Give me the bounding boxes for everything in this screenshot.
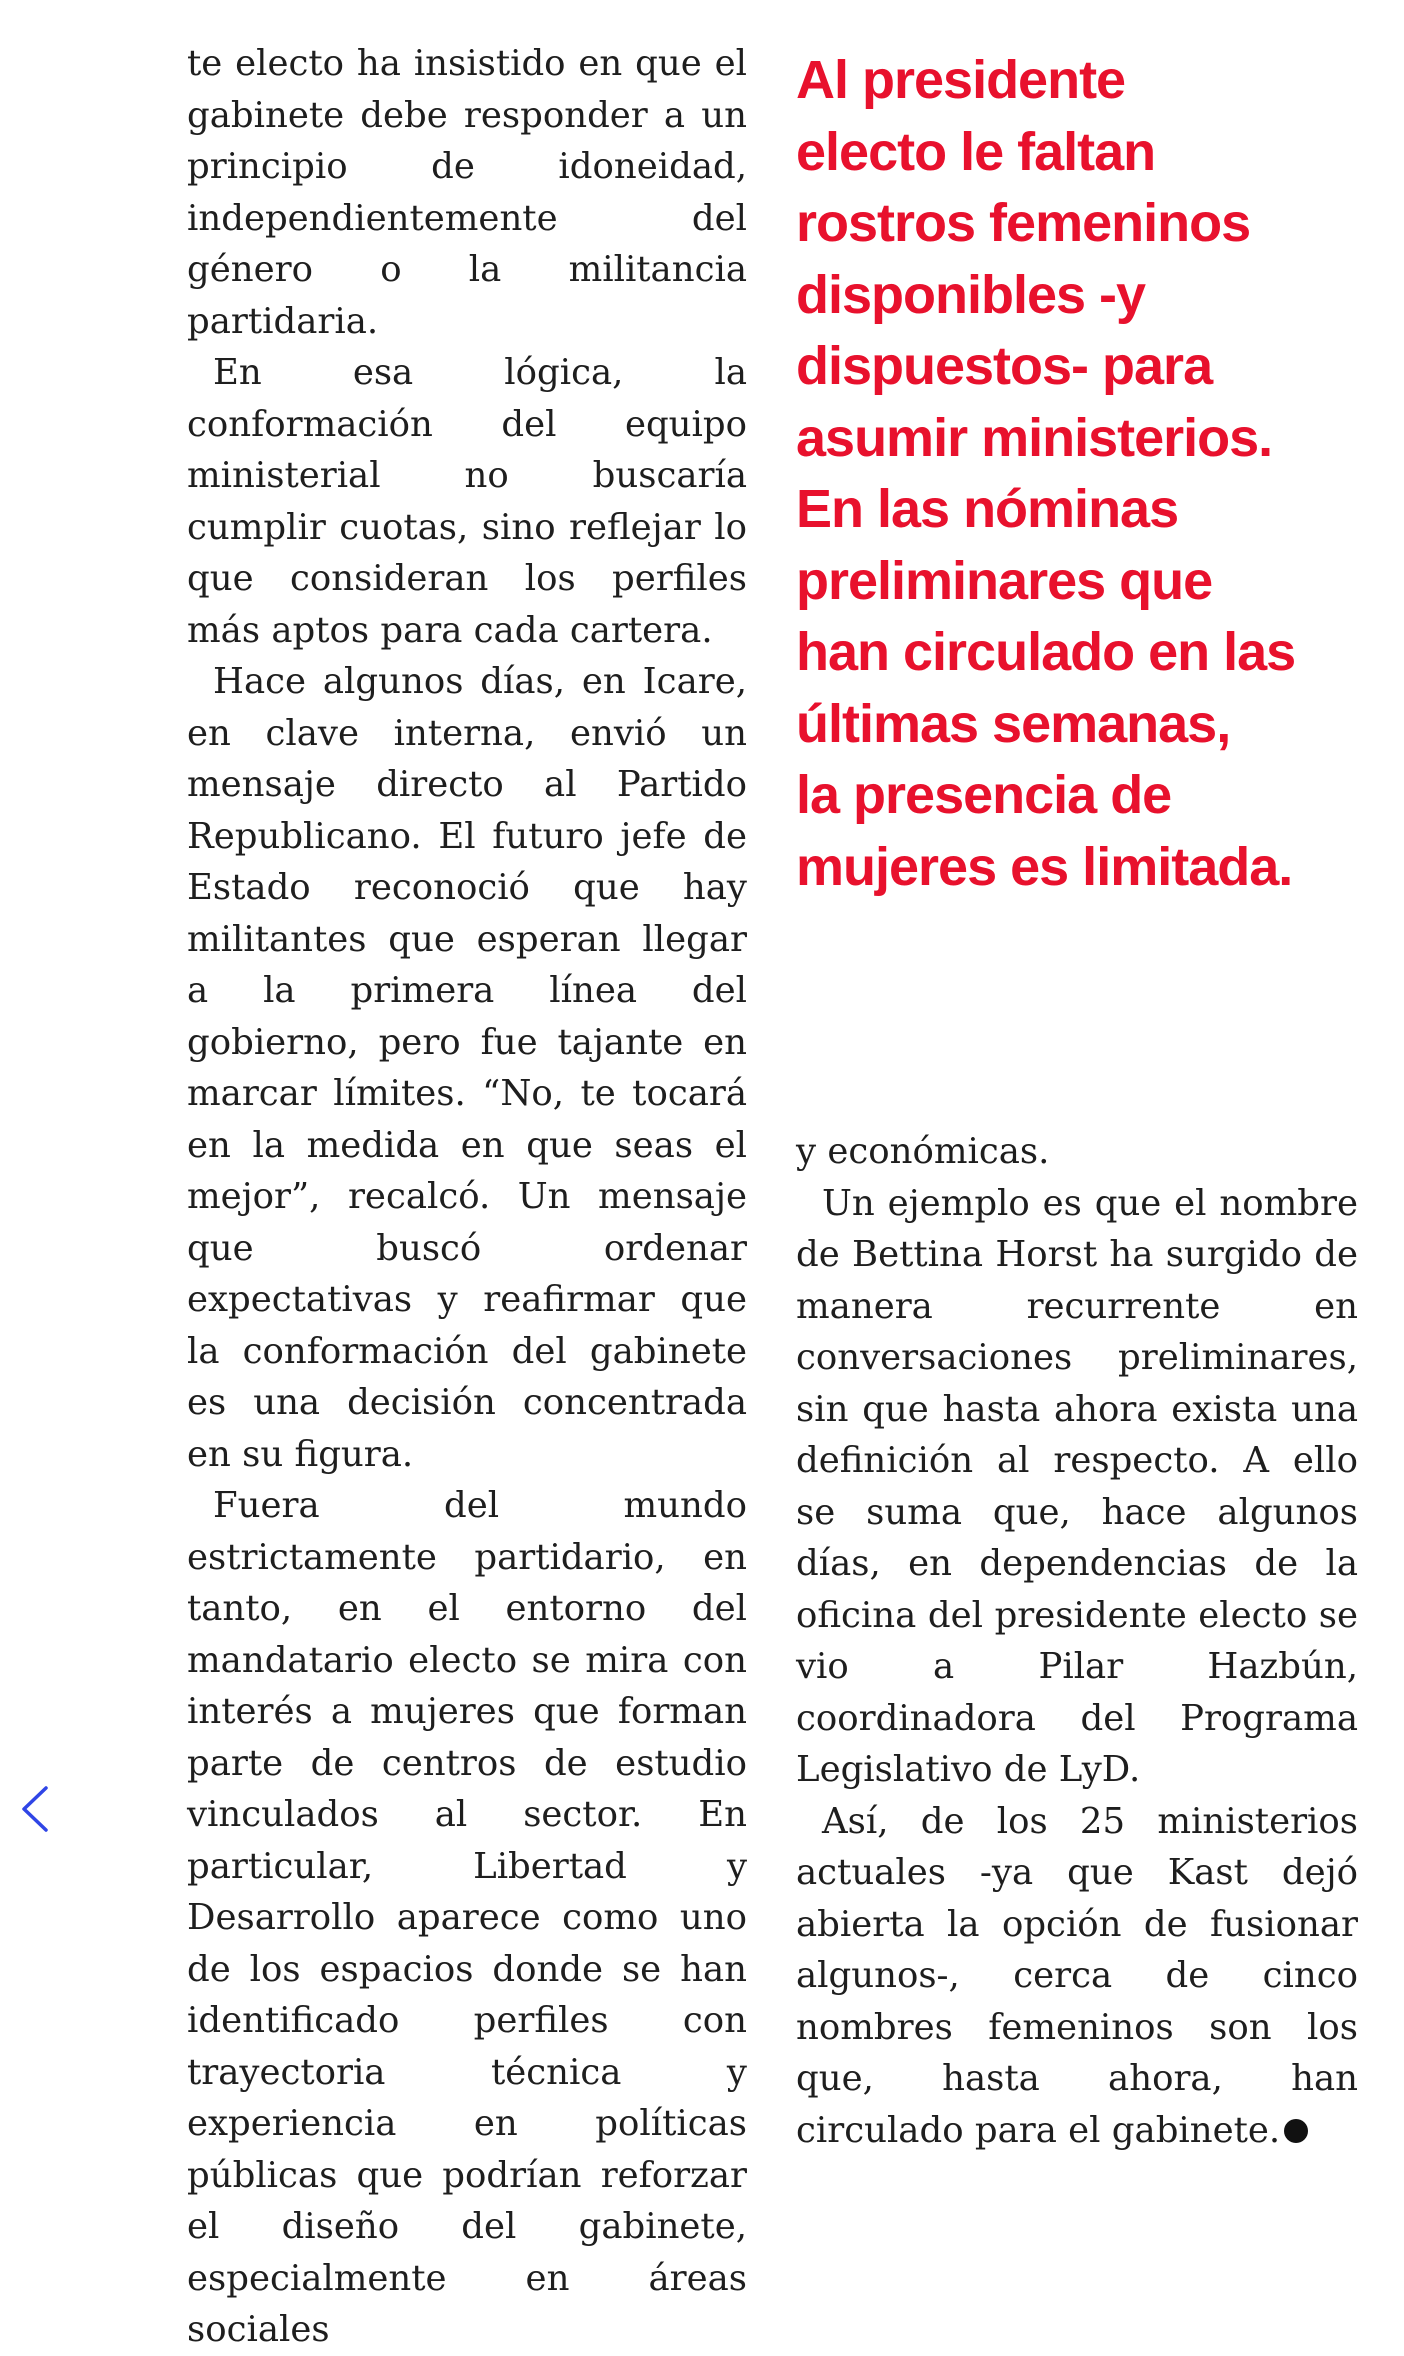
paragraph: Un ejemplo es que el nombre de Bettina Horst ha surgido de manera recurrente en conversaciones preliminares, sin que hasta ahora exista una definición al respecto. A ello se suma que, hace algunos días, en dependencias de la oficina del presidente electo se vio a Pilar Hazbún, coordinadora del Programa Legislativo de LyD. <box>796 1182 1358 1790</box>
paragraph-continuation: te electo ha insistido en que el gabinete debe responder a un principio de idoneidad, independientemente del género o la militancia partidaria. <box>187 43 747 342</box>
pull-quote-line: disponibles -y <box>796 264 1146 325</box>
pull-quote <box>796 45 1366 903</box>
paragraph-text: Así, de los 25 ministerios actuales -ya que Kast dejó abierta la opción de fusionar algunos-, cerca de cinco nombres femeninos son los que, hasta ahora, han circulado para el gabinete. <box>796 1800 1358 2151</box>
pull-quote-line: la presencia de <box>796 765 1172 825</box>
pull-quote-line: asumir ministerios. <box>796 407 1273 468</box>
article-column-right <box>796 1126 1358 2156</box>
end-of-article-mark <box>1284 2119 1308 2143</box>
pull-quote-line: Al presidente <box>796 50 1126 110</box>
paragraph-continuation: y económicas. <box>796 1131 1050 1172</box>
paragraph: Fuera del mundo estrictamente partidario, en tanto, en el entorno del mandatario electo se mira con interés a mujeres que forman parte de centros de estudio vinculados al sector. En particular, Libertad y Desarrollo aparece como uno de los espacios donde se han identificado perfiles con trayectoria técnica y experiencia en políticas públicas que podrían reforzar el diseño del gabinete, especialmente en áreas sociales <box>187 1485 747 2350</box>
paragraph <box>796 1796 1358 2157</box>
pull-quote-line: preliminares que <box>796 550 1213 611</box>
pull-quote-line: electo le faltan <box>796 121 1156 182</box>
pull-quote-line: rostros femeninos <box>796 193 1251 253</box>
article-column-left <box>187 38 747 2356</box>
pull-quote-line: dispuestos- para <box>796 336 1213 396</box>
pull-quote-line: han circulado en las <box>796 622 1296 682</box>
paragraph: En esa lógica, la conformación del equipo ministerial no buscaría cumplir cuotas, sino reflejar lo que consideran los perfiles más aptos para cada cartera. <box>187 352 747 651</box>
pull-quote-line: En las nóminas <box>796 479 1179 539</box>
paragraph: Hace algunos días, en Icare, en clave interna, envió un mensaje directo al Partido Republicano. El futuro jefe de Estado reconoció que hay militantes que esperan llegar a la primera línea del gobierno, pero fue tajante en marcar límites. “No, te tocará en la medida en que seas el mejor”, recalcó. Un mensaje que buscó ordenar expectativas y reafirmar que la conformación del gabinete es una decisión concentrada en su figura. <box>187 661 747 1475</box>
pull-quote-line: últimas semanas, <box>796 693 1231 754</box>
chevron-left-icon[interactable] <box>14 1782 56 1836</box>
pull-quote-line: mujeres es limitada. <box>796 836 1293 897</box>
